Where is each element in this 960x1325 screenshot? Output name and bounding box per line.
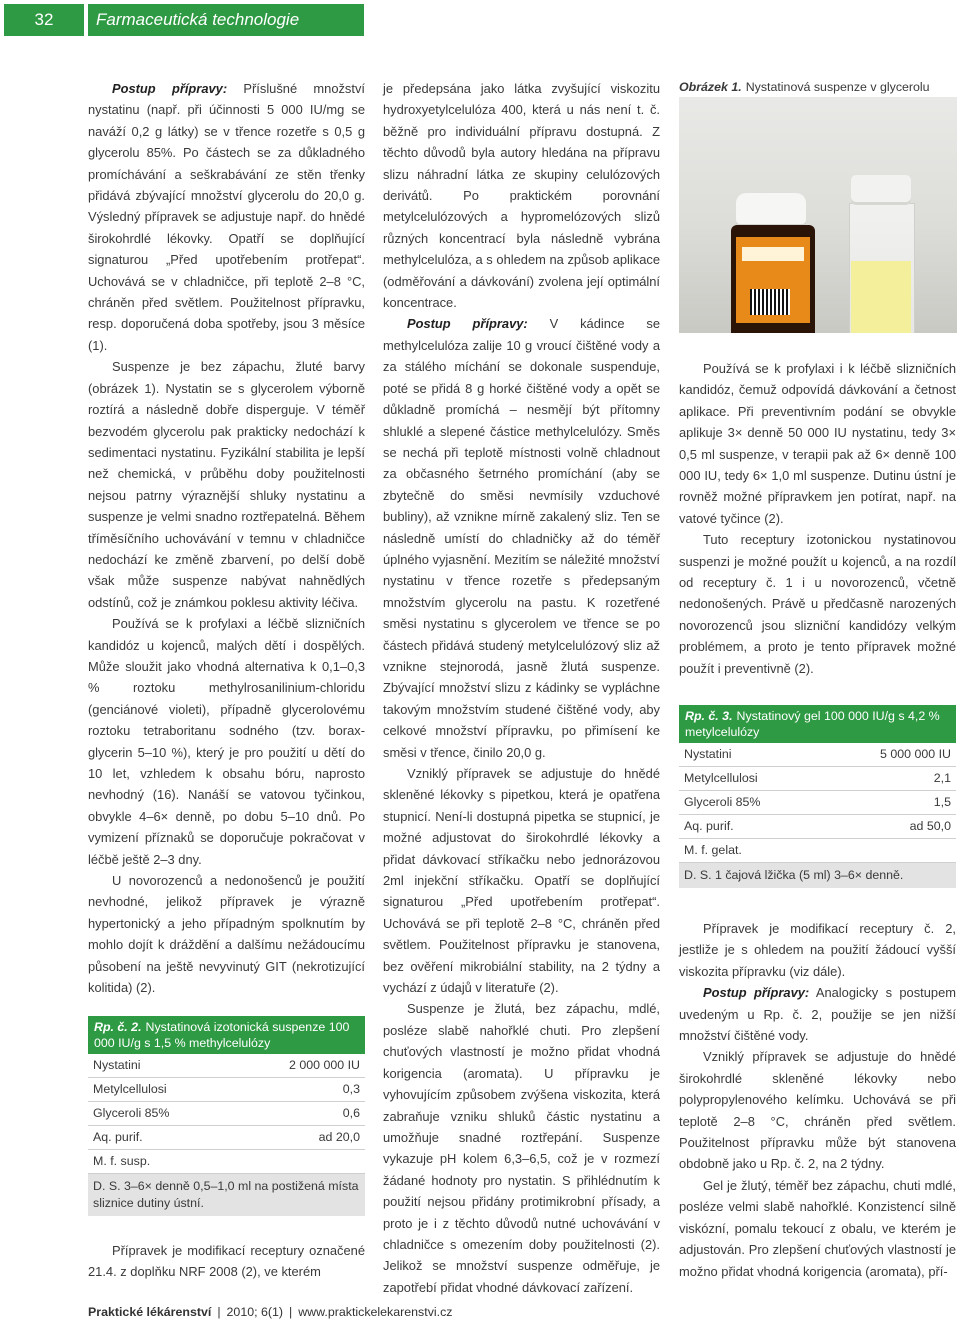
ingredient-amount: 5 000 000 IU	[880, 747, 951, 761]
journal-url[interactable]: www.praktickelekarenstvi.cz	[298, 1305, 453, 1319]
recipe-row	[679, 767, 956, 791]
column-1	[88, 78, 365, 998]
paragraph: Suspenze je bez zápachu, žluté barvy (obrázek 1). Nystatin se s glycerolem výborně roztírá a následně dobře disperguje. V téměř bezvodém glycerolu pak prakticky nedochází k sedimentaci nystatinu. Fyzikální stabilita je lepší než chemická, v průběhu doby použitelnosti nejsou patrny výraznější shluky nystatinu a suspenze je velmi snadno roztřepatelná. Během tříměsíčního uchovávání v temnu v chladničce nedochází ke změně zbarvení, po delší době však může suspenze nabývat nahnědlých odstínů, což je známkou poklesu aktivity léčiva.	[88, 359, 365, 610]
ingredient-name: Nystatini	[93, 1058, 141, 1072]
recipe-row	[88, 1078, 365, 1102]
yellow-suspension	[851, 261, 911, 333]
paragraph	[383, 313, 660, 763]
recipe-row	[679, 791, 956, 815]
barcode-icon	[750, 289, 790, 315]
recipe-box-2	[88, 1016, 365, 1216]
paragraph-text: V kádince se methylcelulóza zalije 10 g vroucí čištěné vody a za stálého míchání se dokonale suspenduje, poté se přidá 8 g horké čištěné vody a opět se důkladně promíchá – nesmějí být přítomny shluklé a slepené částice methylcelulózy. Směs se nechá při teplotě místnosti volně chladnout za občasného šetrného promíchání (aby se zbytečně do směsi nevmísily vzduchové bubliny), až vznikne mírně zakalený sliz. Ten se následně umístí do chladničky až do téměř úplného vyjasnění. Mezitím se náležité množství nystatinu v třence rozetře s předepsaným množstvím glycerolu na pastu. K rozetřené směsi nystatinu s glycerolem ve třence se po částech přidává studený metylcelulózový sliz až vznikne stejnorodá, jasně žlutá suspenze. Zbývající množství slizu z kádinky se vypláchne takovým množstvím studené čištěné vody, aby celkové množství přípravku, po přimísení ke směsi v třence, činilo 20,0 g.	[383, 316, 661, 760]
ingredient-name: Aq. purif.	[684, 819, 734, 833]
ingredient-amount: 0,3	[342, 1082, 360, 1096]
paragraph: Přípravek je modifikací receptury označené 21.4. z doplňku NRF 2008 (2), ve kterém	[88, 1243, 365, 1280]
label-strip	[742, 247, 804, 261]
paragraph: U novorozenců a nedonošenců je použití nevhodné, jelikož přípravek je výrazně hypertonický a jeho případným spolknutím by mohlo dojít k dráždění a dalšímu nežádoucímu působení na ještě nevyvinutý GIT (nekrotizující kolitida) (2).	[88, 873, 365, 996]
recipe-title: Nystatinový gel 100 000 IU/g s 4,2 % metylcelulózy	[685, 709, 940, 739]
paragraph-lead: Postup přípravy:	[703, 985, 810, 1001]
column-1-bottom	[88, 1240, 365, 1283]
recipe-row	[88, 1054, 365, 1078]
paragraph-text: Příslušné množství nystatinu (např. při účinnosti 5 000 IU/mg se naváží 0,2 g látky) se v třence rozetře s 0,5 g glycerolu 85%. Po částech se za důkladného promíchávání a seškrabávání ze stěn třenky přidává zbývající množství glycerolu do 20,0 g. Výsledný přípravek se adjustuje např. do hnědé širokohrdlé lékovky. Opatří se doplňující signaturou „Před upotřebením protřepat“. Uchovává se v chladničce, při teplotě 2–8 °C, chráněn před světlem. Použitelnost přípravku, resp. doporučená doba spotřeby, jsou 3 měsíce (1).	[88, 81, 365, 353]
recipe-signature: D. S. 1 čajová lžička (5 ml) 3–6× denně.	[679, 863, 956, 888]
column-3	[679, 358, 956, 679]
paragraph: Tuto receptury izotonickou nystatinovou suspenzi je možné použít u kojenců, a na rozdíl od receptury č. 1 i u novorozenců, včetně nedonošených. Právě u předčasně narozených novorozenců jsou slizniční kandidózy velkým problémem, a proto je tento přípravek možné použít i preventivně (2).	[679, 532, 956, 676]
paragraph	[679, 982, 956, 1046]
recipe-row	[88, 1102, 365, 1126]
recipe-header	[88, 1016, 365, 1054]
figure-label: Obrázek 1.	[679, 80, 742, 94]
paragraph: Přípravek je modifikací receptury č. 2, jestliže je s ohledem na použití žádoucí vyšší viskozita přípravku (viz dále).	[679, 921, 956, 979]
paragraph-text: Analogicky s postupem uvedeným u Rp. č. 2, použije se jen nižší množství čištěné vody.	[679, 985, 956, 1044]
bottle-cap	[736, 193, 806, 227]
column-3-bottom	[679, 918, 956, 1282]
recipe-row	[679, 839, 956, 863]
bottle-label	[736, 237, 810, 323]
paragraph: je předepsána jako látka zvyšující viskozitu hydroxyetylcelulóza 400, která u nás není t. č. běžně pro individuální přípravu dostupná. Z těchto důvodů byla autory hledána na přípravu slizu náhradní látka ze skupiny celulózových derivátů. Po praktickém porovnání metylcelulózových a hypromelózových slizů různých koncentrací byla následně vybrána methylcelulóza, a s ohledem na způsob aplikace (odměřování a dávkování) zvolena její optimální koncentrace.	[383, 81, 660, 311]
page-footer: Praktické lékárenství | 2010; 6(1) | www.praktickelekarenstvi.cz	[88, 1305, 453, 1319]
ingredient-name: Metylcellulosi	[93, 1082, 167, 1096]
recipe-row	[679, 815, 956, 839]
recipe-label: Rp. č. 3.	[685, 709, 733, 723]
recipe-row	[88, 1126, 365, 1150]
journal-issue: 2010; 6(1)	[226, 1305, 284, 1319]
ingredient-name: Metylcellulosi	[684, 771, 758, 785]
ingredient-name: Glyceroli 85%	[93, 1106, 170, 1120]
figure-caption-text: Nystatinová suspenze v glycerolu	[745, 80, 930, 94]
ingredient-amount: 0,6	[342, 1106, 360, 1120]
paragraph: Vzniklý přípravek se adjustuje do hnědé skleněné lékovky s pipetkou, která je opatřena stupnicí. Není-li dostupná pipetka se stupnicí, je možné adjustovat do širokohrdlé lékovky a přidat dávkovací stříkačku nebo jednorázovou 2ml injekční stříkačku. Opatří se doplňující signaturou „Před upotřebením protřepat“. Uchovává se při teplotě 2–8 °C, chráněn před světlem. Použitelnost přípravku je stanovena, bez ověření mikrobiální stability, na 2 týdny a vychází z údajů v literatuře (2).	[383, 766, 660, 996]
ingredient-amount: ad 50,0	[909, 819, 951, 833]
ingredient-amount: 2 000 000 IU	[289, 1058, 360, 1072]
paragraph-lead: Postup přípravy:	[407, 316, 528, 332]
ingredient-name: M. f. susp.	[93, 1154, 151, 1168]
ingredient-name: Glyceroli 85%	[684, 795, 761, 809]
recipe-label: Rp. č. 2.	[94, 1020, 142, 1034]
figure-caption	[679, 79, 959, 95]
ingredient-amount: 1,5	[933, 795, 951, 809]
ingredient-name: Nystatini	[684, 747, 732, 761]
paragraph: Gel je žlutý, téměř bez zápachu, chuti mdlé, posléze velmi slabě nahořklé. Konzistencí silně viskózní, pomalu tekoucí z obalu, ve kterém je adjustován. Pro zlepšení chuťových vlastností je možno přidat vhodná korigencia (aromata), pří-	[679, 1177, 956, 1279]
recipe-title: Nystatinová izotonická suspenze 100 000 IU/g s 1,5 % methylcelulózy	[94, 1020, 350, 1050]
paragraph: Používá se k profylaxi i k léčbě slizničních kandidóz, čemuž odpovídá dávkování a četnost aplikace. Při preventivním podání se obvykle aplikuje 3× denně 50 000 IU nystatinu, tedy 3× 0,5 ml suspenze, v terapii pak až 6× denně 100 000 IU, tedy 6× 1,0 ml suspenze. Dutinu ústní je rovněž možné přípravkem jen potírat, např. na vatové tyčince (2).	[679, 361, 956, 526]
section-title: Farmaceutická technologie	[88, 4, 364, 36]
recipe-box-3	[679, 705, 956, 888]
recipe-header	[679, 705, 956, 743]
column-2	[383, 78, 660, 1298]
paragraph: Vzniklý přípravek se adjustuje do hnědé širokohrdlé skleněné lékovky nebo polypropylenového kelímku. Uchovává se při teplotě 2–8 °C, chráněn před světlem. Použitelnost přípravku může být stanovena obdobně jako u Rp. č. 2, na 2 týdny.	[679, 1049, 956, 1172]
container-cap	[851, 175, 911, 205]
ingredient-name: Aq. purif.	[93, 1130, 143, 1144]
paragraph: Používá se k profylaxi a léčbě slizničních kandidóz u kojenců, malých dětí i dospělých. Může sloužit jako vhodná alternativa k 0,1–0,3 % roztoku methylrosanilinium-chloridu (genciánové violeti), případně glycerolovému roztoku tetraboritanu sodného (tzv. borax-glycerin 5–10 %), který je pro použití u dětí do 10 let, vzhledem k obsahu bóru, naprosto nevhodný (16). Nanáší se vatovou tyčinkou, obvykle 4–6× denně, po dobu 5–10 dnů. Po vymizení příznaků se doporučuje pokračovat v léčbě ještě 2–3 dny.	[88, 616, 365, 867]
figure-photo	[679, 97, 957, 333]
ingredient-amount: ad 20,0	[318, 1130, 360, 1144]
recipe-row	[88, 1150, 365, 1174]
journal-name: Praktické lékárenství	[88, 1305, 212, 1319]
ingredient-name: M. f. gelat.	[684, 843, 742, 857]
page-number: 32	[4, 4, 84, 36]
paragraph-lead: Postup přípravy:	[112, 81, 228, 96]
ingredient-amount: 2,1	[933, 771, 951, 785]
paragraph: Suspenze je žlutá, bez zápachu, mdlé, posléze slabě nahořklé chuti. Pro zlepšení chuťových vlastností je možno přidat vhodná korigencia (aromata). U přípravku je vyhovujícím způsobem zvýšena viskozita, která zabraňuje vzniku shluků částic nystatinu a umožňuje snadné roztřepání. Suspenze vykazuje pH kolem 6,3–6,5, což je v rozmezí žádané hodnoty pro nystatin. S přihlédnutím k použití nejsou přidány protimikrobní přísady, a proto je i z těchto důvodů nutné uchovávání v chladničce s omezením doby použitelnosti (2). Jelikož se množství suspenze odměřuje, je zapotřebí přidat vhodné dávkovací zařízení.	[383, 1001, 660, 1295]
recipe-signature: D. S. 3–6× denně 0,5–1,0 ml na postižená místa sliznice dutiny ústní.	[88, 1174, 365, 1216]
recipe-row	[679, 743, 956, 767]
paragraph	[88, 78, 365, 356]
